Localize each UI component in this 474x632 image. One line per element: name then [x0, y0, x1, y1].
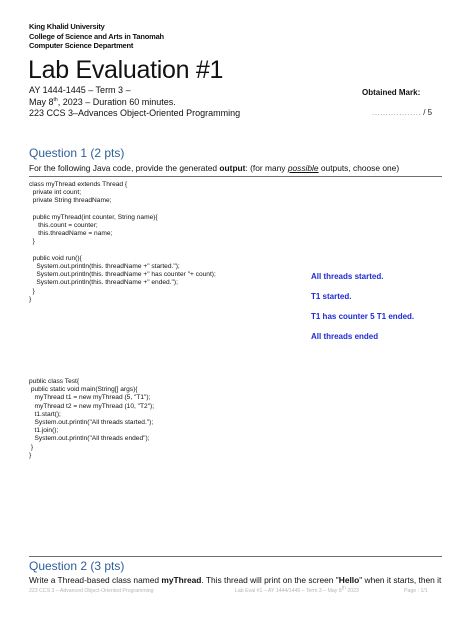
question-2-divider — [29, 556, 442, 557]
q2-text-bold-class: myThread — [161, 575, 202, 585]
question-2-heading: Question 2 (3 pts) — [29, 559, 125, 573]
course-info — [29, 85, 240, 120]
footer-page-number: Page : 1/1 — [404, 588, 428, 594]
question-2-text — [29, 575, 441, 585]
code-line: t1.start(); — [29, 410, 61, 418]
code-line — [29, 206, 216, 214]
college-name: College of Science and Arts in Tanomah — [29, 31, 164, 41]
code-line: System.out.println("All threads started."); — [29, 419, 154, 427]
q2-text-mid: . This thread will print on the screen " — [201, 575, 339, 585]
code-line: this.count = counter; — [29, 222, 98, 230]
code-line: } — [29, 295, 32, 303]
code-line: private String threadName; — [29, 197, 112, 205]
code-block-thread — [29, 181, 216, 304]
answer-line-3: T1 has counter 5 T1 ended. — [311, 312, 415, 321]
mark-total: / 5 — [421, 108, 433, 117]
code-line: myThread t1 = new myThread (5, "T1"); — [29, 394, 151, 402]
code-block-test — [29, 378, 154, 460]
q1-text-before: For the following Java code, provide the generated — [29, 163, 220, 173]
answer-line-2: T1 started. — [311, 292, 352, 301]
exam-date — [29, 97, 240, 109]
footer-lab-text: Lab Eval #1 – AY 1444/1445 – Term 3 – May 8 — [235, 588, 342, 594]
department-name: Computer Science Department — [29, 41, 134, 50]
question-1-divider — [29, 176, 442, 177]
q1-text-bold: output — [219, 163, 246, 173]
code-line: } — [29, 443, 34, 451]
code-line: public myThread(int counter, String name){ — [29, 213, 158, 221]
code-line: System.out.println(this. threadName +" ended."); — [29, 279, 178, 287]
code-line: } — [29, 451, 32, 459]
date-rest: , 2023 – Duration 60 minutes. — [57, 96, 176, 107]
code-line: class myThread extends Thread { — [29, 181, 128, 188]
code-line: public void run(){ — [29, 254, 82, 262]
footer-date-suffix: th — [341, 585, 346, 592]
q1-text-mid: : (for many — [245, 163, 288, 173]
q2-text-after: " when it starts, then it — [359, 575, 442, 585]
date-suffix: th — [53, 96, 58, 103]
code-line: public class Test{ — [29, 378, 80, 385]
q1-text-after: outputs, choose one) — [318, 163, 400, 173]
footer-lab-info — [235, 585, 359, 594]
obtained-mark-label: Obtained Mark: — [362, 88, 421, 97]
mark-dots: .................. — [372, 108, 422, 117]
question-1-text — [29, 163, 399, 173]
q2-text-bold-hello: Hello — [338, 575, 360, 585]
date-month: May 8 — [29, 96, 54, 107]
code-line: public static void main(String[] args){ — [29, 386, 138, 394]
course-name: 223 CCS 3–Advances Object-Oriented Programming — [29, 108, 241, 118]
footer-year: 2023 — [345, 588, 359, 594]
university-header — [29, 22, 164, 51]
answer-line-4: All threads ended — [311, 332, 379, 341]
code-line: myThread t2 = new myThread (10, "T2"); — [29, 402, 155, 410]
code-line: this.threadName = name; — [29, 230, 113, 238]
code-line: private int count; — [29, 189, 82, 197]
code-line — [29, 247, 216, 255]
obtained-mark-field — [372, 108, 432, 117]
academic-year: AY 1444-1445 – Term 3 – — [29, 85, 131, 95]
code-line: } — [29, 238, 35, 246]
question-1-heading: Question 1 (2 pts) — [29, 146, 125, 160]
code-line: System.out.println(this. threadName +" has counter "+ count); — [29, 271, 216, 279]
university-name: King Khalid University — [29, 22, 105, 31]
code-line: } — [29, 287, 35, 295]
code-line: t1.join(); — [29, 427, 59, 435]
page-title: Lab Evaluation #1 — [28, 56, 224, 84]
answer-line-1: All threads started. — [311, 272, 384, 281]
q2-text-before: Write a Thread-based class named — [29, 575, 162, 585]
q1-text-emphasis: possible — [287, 163, 319, 173]
footer-course: 223 CCS 3 – Advanced Object-Oriented Programming — [29, 588, 154, 594]
code-line: System.out.println(this. threadName +" started."); — [29, 263, 180, 271]
code-line: System.out.println("All threads ended"); — [29, 435, 150, 443]
